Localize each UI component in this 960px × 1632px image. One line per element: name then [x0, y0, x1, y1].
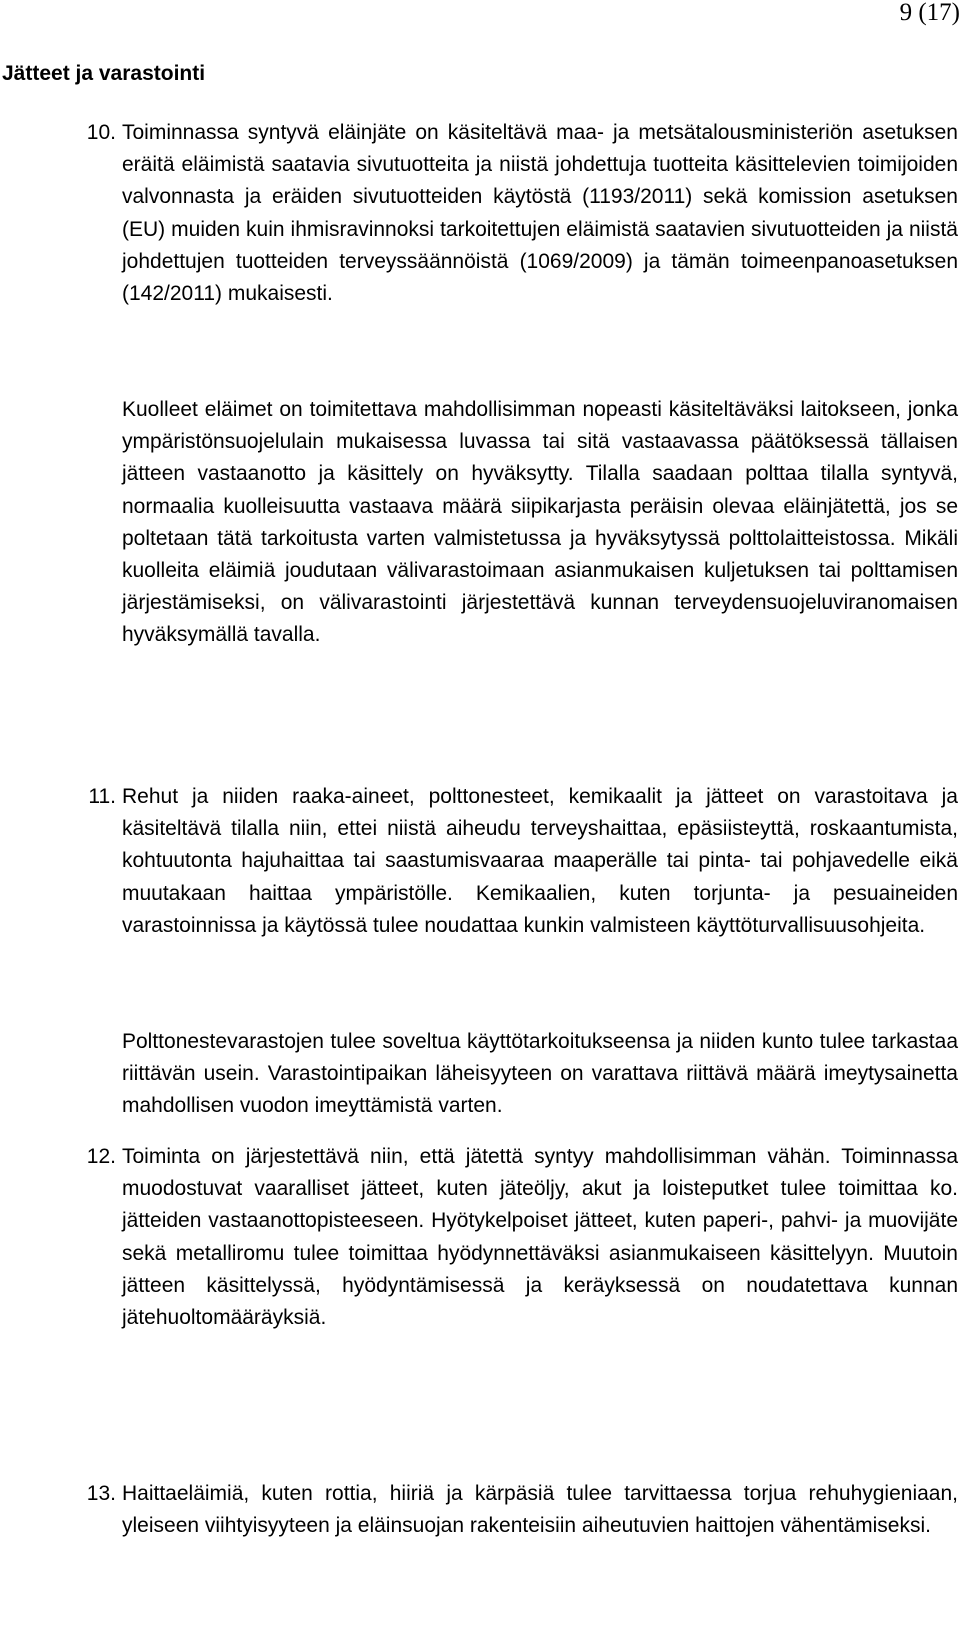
- item-number: 11.: [88, 785, 116, 808]
- item-10: [86, 117, 958, 310]
- page-number: 9 (17): [899, 0, 960, 26]
- item-text: Haittaeläimiä, kuten rottia, hiiriä ja kärpäsiä tulee tarvittaessa torjua rehuhygieniaan, yleiseen viihtyisyyteen ja eläinsuojan rakenteisiin aiheutuvien haittojen vähentämiseksi.: [122, 1482, 958, 1538]
- item-number: 12.: [86, 1145, 116, 1168]
- item-number: 13.: [86, 1482, 116, 1505]
- paragraph-text: Polttonestevarastojen tulee soveltua käyttötarkoitukseensa ja niiden kunto tulee tarkastaa riittävän usein. Varastointipaikan läheisyyteen on varattava riittävä määrä imeytysainetta mahdollisen vuodon imeyttämistä varten.: [122, 1030, 958, 1118]
- paragraph-fuel-storage: [122, 1026, 958, 1123]
- item-11: [88, 781, 958, 942]
- item-text: Rehut ja niiden raaka-aineet, polttonesteet, kemikaalit ja jätteet on varastoitava ja käsiteltävä tilalla niin, ettei niistä aiheudu terveyshaittaa, epäsiisteyttä, roskaantumista, kohtuutonta hajuhaittaa tai saastumisvaaraa maaperälle tai pinta- tai pohjavedelle eikä muutakaan haittaa ympäristölle. Kemikaalien, kuten torjunta- ja pesuaineiden varastoinnissa ja käytössä tulee noudattaa kunkin valmisteen käyttöturvallisuusohjeita.: [122, 785, 958, 937]
- item-text: Toiminnassa syntyvä eläinjäte on käsiteltävä maa- ja metsätalousministeriön asetuksen eräitä eläimistä saatavia sivutuotteita ja niistä johdettuja tuotteita käsittelevien toimijoiden valvonnasta ja eräiden sivutuotteiden käytöstä (1193/2011) sekä komission asetuksen (EU) muiden kuin ihmisravinnoksi tarkoitettujen eläimistä saatavien sivutuotteiden ja niistä johdettujen tuotteiden terveyssäännöistä (1069/2009) ja tämän toimeenpanoasetuksen (142/2011) mukaisesti.: [122, 121, 958, 306]
- paragraph-dead-animals: [122, 394, 958, 652]
- section-heading: Jätteet ja varastointi: [2, 62, 206, 85]
- item-number: 10.: [86, 121, 116, 144]
- item-12: [86, 1141, 958, 1334]
- item-13: [86, 1478, 958, 1542]
- item-text: Toiminta on järjestettävä niin, että jätettä syntyy mahdollisimman vähän. Toiminnassa muodostuvat vaaralliset jätteet, kuten jäteöljy, akut ja loisteputket tulee toimittaa ko. jätteiden vastaanottopisteeseen. Hyötykelpoiset jätteet, kuten paperi-, pahvi- ja muovijäte sekä metalliromu tulee toimittaa hyödynnettäväksi asianmukaiseen käsittelyyn. Muutoin jätteen käsittelyssä, hyödyntämisessä ja keräyksessä on noudatettava kunnan jätehuoltomääräyksiä.: [122, 1145, 958, 1330]
- paragraph-text: Kuolleet eläimet on toimitettava mahdollisimman nopeasti käsiteltäväksi laitokseen, jonka ympäristönsuojelulain mukaisessa luvassa tai sitä vastaavassa päätöksessä tällaisen jätteen vastaanotto ja käsittely on hyväksytty. Tilalla saadaan polttaa tilalla syntyvä, normaalia kuolleisuutta vastaava määrä siipikarjasta peräisin olevaa eläinjätettä, jos se poltetaan tätä tarkoitusta varten valmistetussa ja hyväksytyssä polttolaitteistossa. Mikäli kuolleita eläimiä joudutaan välivarastoimaan asianmukaisen kuljetuksen tai polttamisen järjestämiseksi, on välivarastointi järjestettävä kunnan terveydensuojeluviranomaisen hyväksymällä tavalla.: [122, 398, 958, 647]
